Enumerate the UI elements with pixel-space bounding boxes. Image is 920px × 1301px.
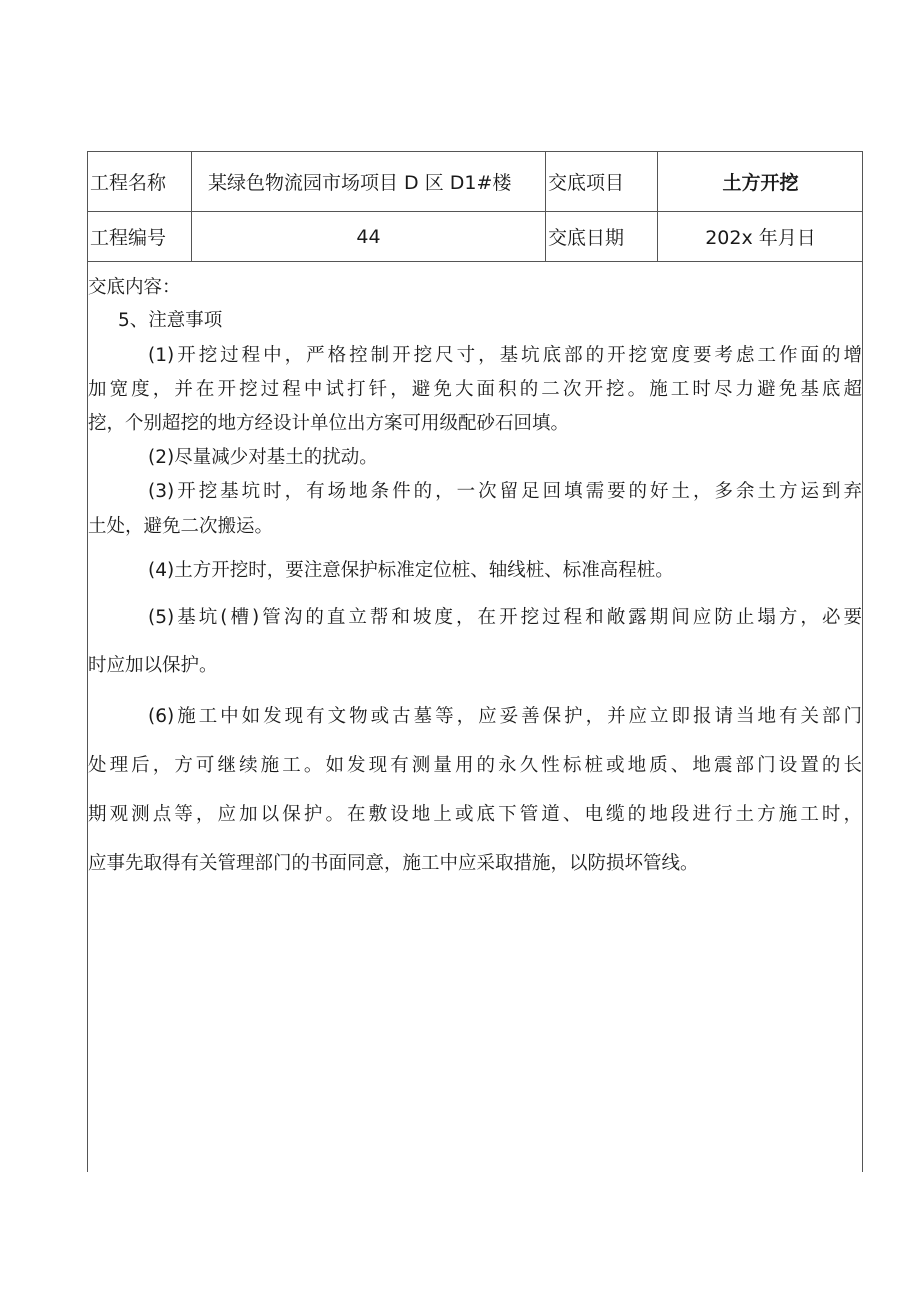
- disclosure-form: [87, 151, 863, 1172]
- section-title: 5、注意事项: [118, 310, 223, 331]
- p6-line-4: 应事先取得有关管理部门的书面同意，施工中应采取措施，以防损坏管线。: [88, 853, 699, 874]
- p1-line-3: 挖，个别超挖的地方经设计单位出方案可用级配砂石回填。: [88, 413, 570, 434]
- project-no-label: 工程编号: [88, 212, 192, 261]
- p1-line-2: 加宽度，并在开挖过程中试打钎，避免大面积的二次开挖。施工时尽力避免基底超: [88, 379, 862, 400]
- date-value: 202x 年月日: [705, 227, 816, 249]
- p1-line-1: (1)开挖过程中，严格控制开挖尺寸，基坑底部的开挖宽度要考虑工作面的增: [148, 345, 862, 366]
- p2-line: (2)尽量减少对基土的扰动。: [148, 447, 378, 468]
- p6-line-2: 处理后，方可继续施工。如发现有测量用的永久性标桩或地质、地震部门设置的长: [88, 755, 862, 776]
- p4-line: (4)土方开挖时，要注意保护标准定位桩、轴线桩、标准高程桩。: [148, 560, 674, 581]
- project-name-label: 工程名称: [88, 152, 192, 211]
- p3-line-2: 土处，避免二次搬运。: [88, 516, 274, 537]
- date-label: 交底日期: [546, 212, 658, 261]
- p5-line-2: 时应加以保护。: [88, 655, 218, 676]
- item-label: 交底项目: [546, 152, 658, 211]
- content-label: 交底内容：: [88, 277, 181, 298]
- p5-line-1: (5)基坑(槽)管沟的直立帮和坡度，在开挖过程和敞露期间应防止塌方，必要: [148, 607, 862, 628]
- header-row-1: [88, 152, 862, 212]
- project-name-value: 某绿色物流园市场项目 D 区 D1#楼: [192, 152, 546, 211]
- p3-line-1: (3)开挖基坑时，有场地条件的，一次留足回填需要的好土，多余土方运到弃: [148, 481, 862, 502]
- project-no-value: 44: [192, 212, 546, 261]
- p6-line-1: (6)施工中如发现有文物或古墓等，应妥善保护，并应立即报请当地有关部门: [148, 706, 862, 727]
- header-row-2: [88, 212, 862, 262]
- item-value: 土方开挖: [722, 172, 799, 194]
- p6-line-3: 期观测点等，应加以保护。在敷设地上或底下管道、电缆的地段进行土方施工时，: [88, 804, 862, 825]
